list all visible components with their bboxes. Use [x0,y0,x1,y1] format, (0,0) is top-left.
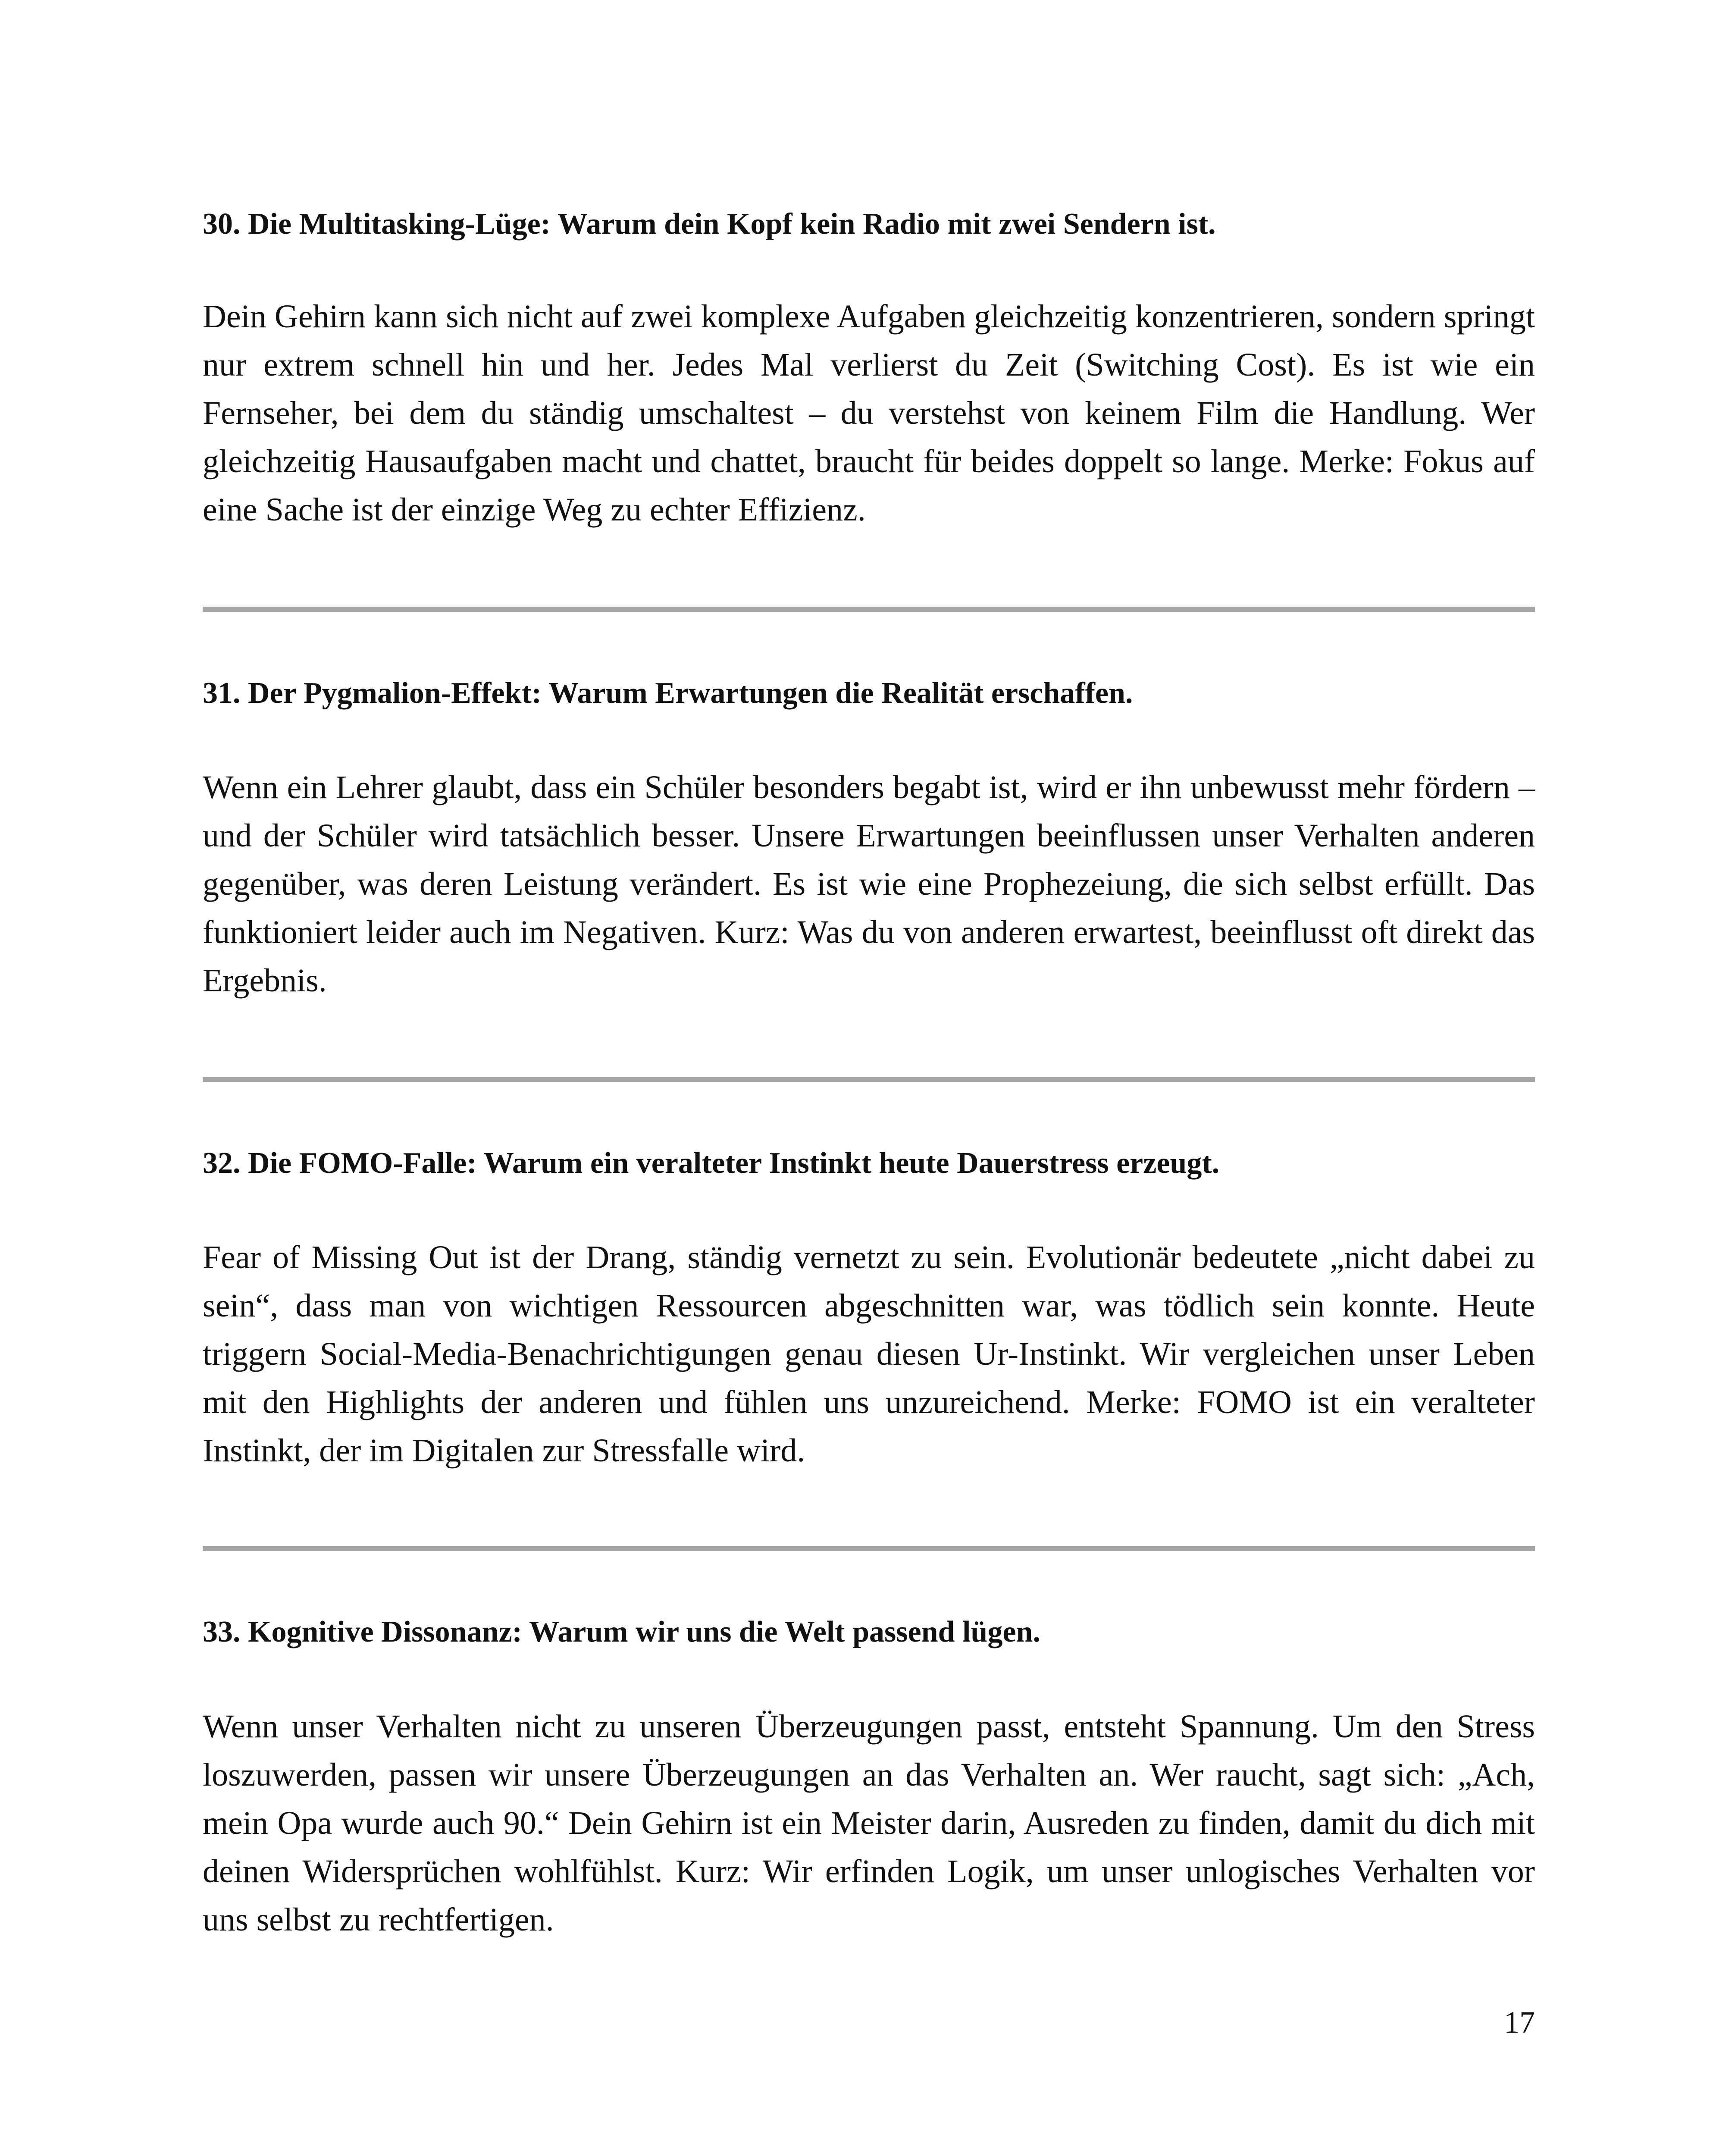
document-page [203,0,1535,2156]
section-body: Dein Gehirn kann sich nicht auf zwei komplexe Aufgaben gleichzeitig konzentrieren, sondern springt nur extrem schnell hin und her. Jedes Mal verlierst du Zeit (Switching Cost). Es ist wie ein Fernseher, bei dem du ständig umschaltest – du verstehst von keinem Film die Handlung. Wer gleichzeitig Hausaufgaben macht und chattet, braucht für beides doppelt so lange. Merke: Fokus auf eine Sache ist der einzige Weg zu echter Effizienz. [203,298,1535,528]
section-heading: 33. Kognitive Dissonanz: Warum wir uns die Welt passend lügen. [203,1615,1040,1648]
section-divider [203,1077,1535,1082]
section-heading: 31. Der Pygmalion-Effekt: Warum Erwartungen die Realität erschaffen. [203,677,1133,710]
section-body: Wenn ein Lehrer glaubt, dass ein Schüler besonders begabt ist, wird er ihn unbewusst mehr fördern – und der Schüler wird tatsächlich besser. Unsere Erwartungen beeinflussen unser Verhalten anderen gegenüber, was deren Leistung verändert. Es ist wie eine Prophezeiung, die sich selbst erfüllt. Das funktioniert leider auch im Negativen. Kurz: Was du von anderen erwartest, beeinflusst oft direkt das Ergebnis. [203,769,1535,999]
page-number: 17 [1504,2005,1535,2040]
section-body: Fear of Missing Out ist der Drang, ständig vernetzt zu sein. Evolutionär bedeutete „nicht dabei zu sein“, dass man von wichtigen Ressourcen abgeschnitten war, was tödlich sein konnte. Heute triggern Social-Media-Benachrichtigungen genau diesen Ur-Instinkt. Wir vergleichen unser Leben mit den Highlights der anderen und fühlen uns unzureichend. Merke: FOMO ist ein veralteter Instinkt, der im Digitalen zur Stressfalle wird. [203,1239,1535,1469]
section-body: Wenn unser Verhalten nicht zu unseren Überzeugungen passt, entsteht Spannung. Um den Stress loszuwerden, passen wir unsere Überzeugungen an das Verhalten an. Wer raucht, sagt sich: „Ach, mein Opa wurde auch 90.“ Dein Gehirn ist ein Meister darin, Ausreden zu finden, damit du dich mit deinen Widersprüchen wohlfühlst. Kurz: Wir erfinden Logik, um unser unlogisches Verhalten vor uns selbst zu rechtfertigen. [203,1708,1535,1938]
section-31 [203,672,1535,999]
section-33 [203,1611,1535,1938]
section-heading: 32. Die FOMO-Falle: Warum ein veralteter Instinkt heute Dauerstress erzeugt. [203,1147,1220,1180]
section-30 [203,203,1535,528]
section-heading: 30. Die Multitasking-Lüge: Warum dein Kopf kein Radio mit zwei Sendern ist. [203,207,1216,241]
section-divider [203,607,1535,612]
section-32 [203,1142,1535,1469]
section-divider [203,1546,1535,1551]
